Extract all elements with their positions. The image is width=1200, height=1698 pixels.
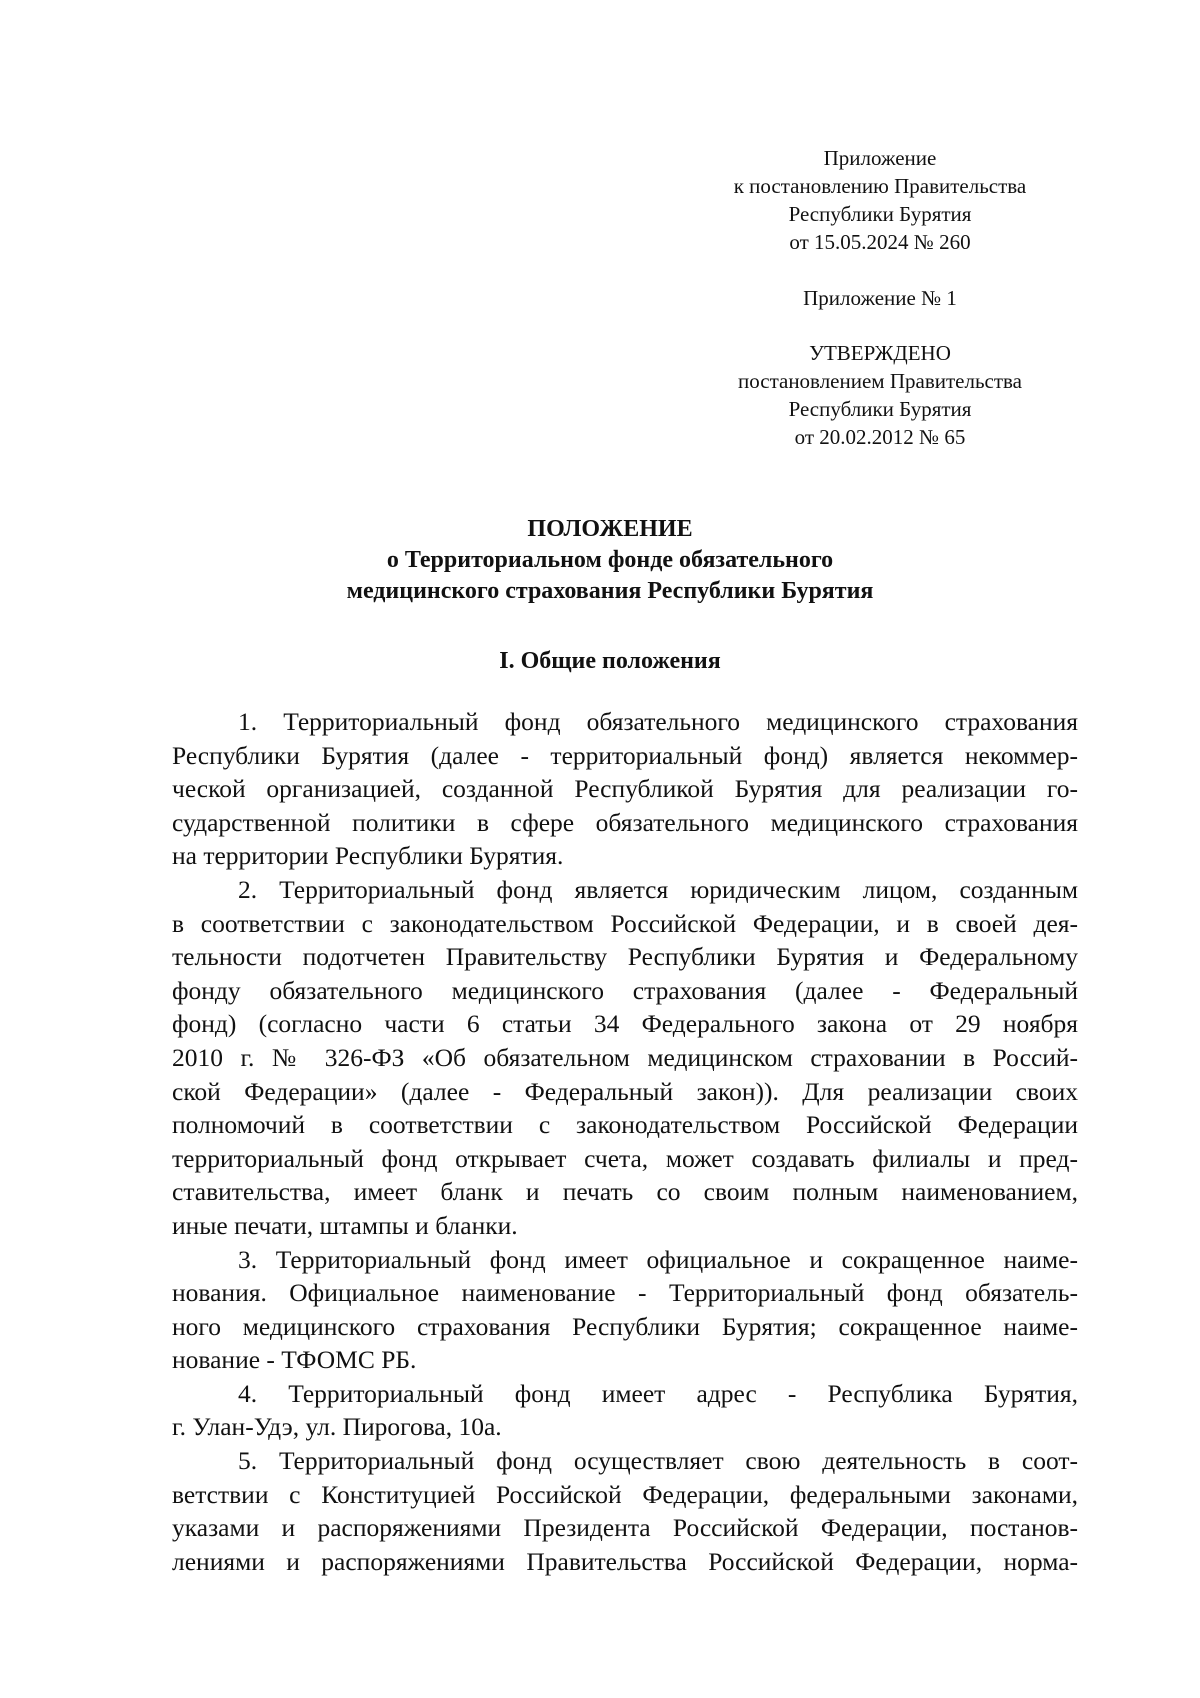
approval-line: Республики Бурятия — [788, 397, 972, 421]
attachment-number-line: Приложение № 1 — [803, 286, 957, 310]
approval-line: от 20.02.2012 № 65 — [794, 425, 966, 449]
text-line: 2010 г. № 326-ФЗ «Об обязательном медицинском страховании в Россий- — [172, 1042, 1078, 1072]
text-line: 3. Территориальный фонд имеет официальное и сокращенное наиме- — [238, 1244, 1078, 1274]
paragraph-4 — [172, 1377, 1078, 1444]
approval-line: постановлением Правительства — [737, 369, 1022, 393]
text-line: лениями и распоряжениями Правительства Российской Федерации, норма- — [172, 1546, 1078, 1576]
text-line: сударственной политики в сфере обязательного медицинского страхования — [172, 807, 1078, 837]
text-line: указами и распоряжениями Президента Российской Федерации, постанов- — [172, 1513, 1078, 1543]
text-line: ставительства, имеет бланк и печать со своим полным наименованием, — [172, 1177, 1078, 1207]
text-line: полномочий в соответствии с законодательством Российской Федерации — [172, 1110, 1078, 1140]
paragraph-1 — [172, 705, 1078, 873]
attachment-line: от 15.05.2024 № 260 — [789, 230, 971, 254]
document-title — [160, 514, 1060, 607]
text-line: Республики Бурятия (далее - территориальный фонд) является некоммер- — [172, 740, 1078, 770]
title-line: о Территориальном фонде обязательного — [386, 547, 834, 573]
document-body — [172, 705, 1078, 1578]
text-line: нования. Официальное наименование - Территориальный фонд обязатель- — [172, 1278, 1078, 1308]
text-line: ской Федерации» (далее - Федеральный закон)). Для реализации своих — [172, 1076, 1078, 1106]
text-line: на территории Республики Бурятия. — [172, 841, 564, 871]
title-line: медицинского страхования Республики Бурятия — [346, 578, 874, 604]
text-line: ветствии с Конституцией Российской Федерации, федеральными законами, — [172, 1479, 1078, 1509]
attachment-line: к постановлению Правительства — [733, 174, 1027, 198]
text-line: 4. Территориальный фонд имеет адрес - Республика Бурятия, — [238, 1378, 1078, 1408]
paragraph-2 — [172, 873, 1078, 1243]
text-line: 2. Территориальный фонд является юридическим лицом, созданным — [238, 874, 1078, 904]
text-line: ческой организацией, созданной Республикой Бурятия для реализации го- — [172, 774, 1078, 804]
approval-block — [700, 339, 1060, 451]
text-line: нование - ТФОМС РБ. — [172, 1345, 417, 1375]
text-line: территориальный фонд открывает счета, может создавать филиалы и пред- — [172, 1143, 1078, 1173]
attachment-line: Приложение — [823, 146, 937, 170]
section-heading: I. Общие положения — [499, 648, 721, 674]
text-line: тельности подотчетен Правительству Республики Бурятия и Федеральному — [172, 942, 1078, 972]
text-line: иные печати, штампы и бланки. — [172, 1210, 518, 1240]
attachment-number — [700, 284, 1060, 312]
text-line: фонду обязательного медицинского страхования (далее - Федеральный — [172, 975, 1078, 1005]
text-line: ного медицинского страхования Республики Бурятия; сокращенное наиме- — [172, 1311, 1078, 1341]
title-line: ПОЛОЖЕНИЕ — [527, 516, 693, 542]
text-line: 1. Территориальный фонд обязательного медицинского страхования — [238, 707, 1078, 736]
approval-line: УТВЕРЖДЕНО — [809, 341, 951, 365]
attachment-header — [700, 144, 1060, 256]
paragraph-3 — [172, 1243, 1078, 1377]
paragraph-5 — [172, 1444, 1078, 1578]
text-line: г. Улан-Удэ, ул. Пирогова, 10а. — [172, 1412, 502, 1442]
text-line: фонд) (согласно части 6 статьи 34 Федерального закона от 29 ноября — [172, 1009, 1078, 1039]
attachment-line: Республики Бурятия — [788, 202, 972, 226]
text-line: 5. Территориальный фонд осуществляет свою деятельность в соот- — [238, 1446, 1078, 1476]
text-line: в соответствии с законодательством Российской Федерации, и в своей дея- — [172, 908, 1078, 938]
